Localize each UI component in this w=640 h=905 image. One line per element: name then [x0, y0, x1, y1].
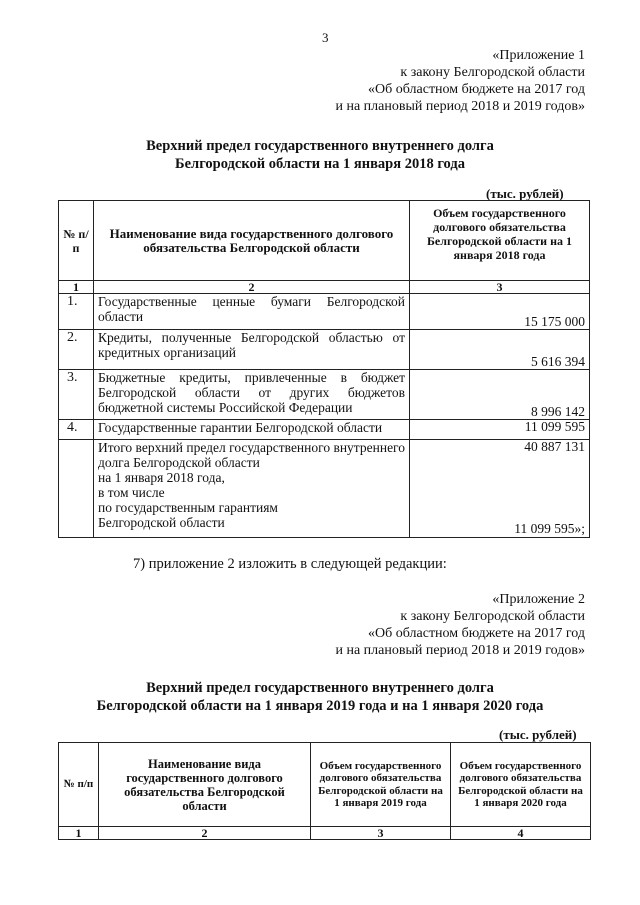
- page-number: 3: [322, 30, 329, 45]
- row-name: Бюджетные кредиты, привлеченные в бюджет Белгородской области от других бюджетов бюджетной системы Российской Федерации: [94, 370, 410, 420]
- debt-table-2018: [58, 200, 590, 538]
- header-name: Наименование вида государственного долгового обязательства Белгородской области: [94, 201, 410, 281]
- table-2-unit: (тыс. рублей): [499, 727, 577, 742]
- appendix-2-heading: [285, 591, 585, 659]
- row-name: Кредиты, полученные Белгородской областью от кредитных организаций: [94, 330, 410, 370]
- table-1-title: [0, 137, 640, 173]
- table-row: [59, 370, 590, 420]
- table-2-title: [0, 679, 640, 715]
- title-line: Верхний предел государственного внутреннего долга: [146, 680, 494, 696]
- total-line: Белгородской области: [98, 515, 225, 530]
- row-value: 11 099 595: [410, 420, 590, 440]
- row-value: 15 175 000: [410, 294, 590, 330]
- paragraph-7: 7) приложение 2 изложить в следующей редакции:: [133, 556, 447, 572]
- row-name: Государственные ценные бумаги Белгородской области: [94, 294, 410, 330]
- total-name: [94, 440, 410, 538]
- header-num: № п/п: [59, 743, 99, 827]
- title-line: Белгородской области на 1 января 2019 года и на 1 января 2020 года: [96, 698, 544, 714]
- row-num: 4.: [59, 420, 94, 440]
- row-num: 3.: [59, 370, 94, 420]
- appendix-2-line: «Об областном бюджете на 2017 год: [368, 626, 585, 641]
- header-num: № п/п: [59, 201, 94, 281]
- row-num: 1.: [59, 294, 94, 330]
- title-line: Верхний предел государственного внутреннего долга: [146, 138, 494, 154]
- total-line: по государственным гарантиям: [98, 500, 278, 515]
- total-line: в том числе: [98, 485, 165, 500]
- title-line: Белгородской области на 1 января 2018 года: [175, 156, 465, 172]
- table-row: [59, 294, 590, 330]
- index-cell: 2: [94, 281, 410, 294]
- total-value: 40 887 131: [524, 439, 585, 454]
- appendix-1-line: «Об областном бюджете на 2017 год: [368, 82, 585, 97]
- total-line: Итого верхний предел государственного внутреннего долга Белгородской области: [98, 440, 406, 470]
- index-cell: 1: [59, 827, 99, 840]
- header-name: Наименование вида государственного долгового обязательства Белгородской области: [99, 743, 311, 827]
- total-value-cell: [410, 440, 590, 538]
- table-row: [59, 330, 590, 370]
- row-num: 2.: [59, 330, 94, 370]
- total-row: [59, 440, 590, 538]
- total-num: [59, 440, 94, 538]
- table-header-row: [59, 743, 591, 827]
- table-1-unit: (тыс. рублей): [486, 186, 564, 201]
- row-value: 5 616 394: [410, 330, 590, 370]
- appendix-1-line: к закону Белгородской области: [400, 65, 585, 80]
- appendix-2-line: к закону Белгородской области: [400, 609, 585, 624]
- appendix-1-line: «Приложение 1: [492, 48, 585, 63]
- table-header-row: [59, 201, 590, 281]
- total-line: на 1 января 2018 года,: [98, 470, 225, 485]
- index-cell: 3: [410, 281, 590, 294]
- row-name: Государственные гарантии Белгородской области: [94, 420, 410, 440]
- table-row: [59, 420, 590, 440]
- appendix-2-line: и на плановый период 2018 и 2019 годов»: [335, 643, 585, 658]
- index-cell: 1: [59, 281, 94, 294]
- index-cell: 3: [311, 827, 451, 840]
- index-cell: 2: [99, 827, 311, 840]
- index-row: [59, 827, 591, 840]
- header-value: Объем государственного долгового обязательства Белгородской области на 1 января 2018 года: [410, 201, 590, 281]
- row-value: 8 996 142: [410, 370, 590, 420]
- index-cell: 4: [451, 827, 591, 840]
- index-row: [59, 281, 590, 294]
- appendix-2-line: «Приложение 2: [492, 592, 585, 607]
- appendix-1-heading: [285, 47, 585, 115]
- debt-table-2019-2020: [58, 742, 591, 840]
- header-value-2020: Объем государственного долгового обязательства Белгородской области на 1 января 2020 года: [451, 743, 591, 827]
- header-value-2019: Объем государственного долгового обязательства Белгородской области на 1 января 2019 года: [311, 743, 451, 827]
- appendix-1-line: и на плановый период 2018 и 2019 годов»: [335, 99, 585, 114]
- guarantees-value: 11 099 595»;: [514, 521, 585, 536]
